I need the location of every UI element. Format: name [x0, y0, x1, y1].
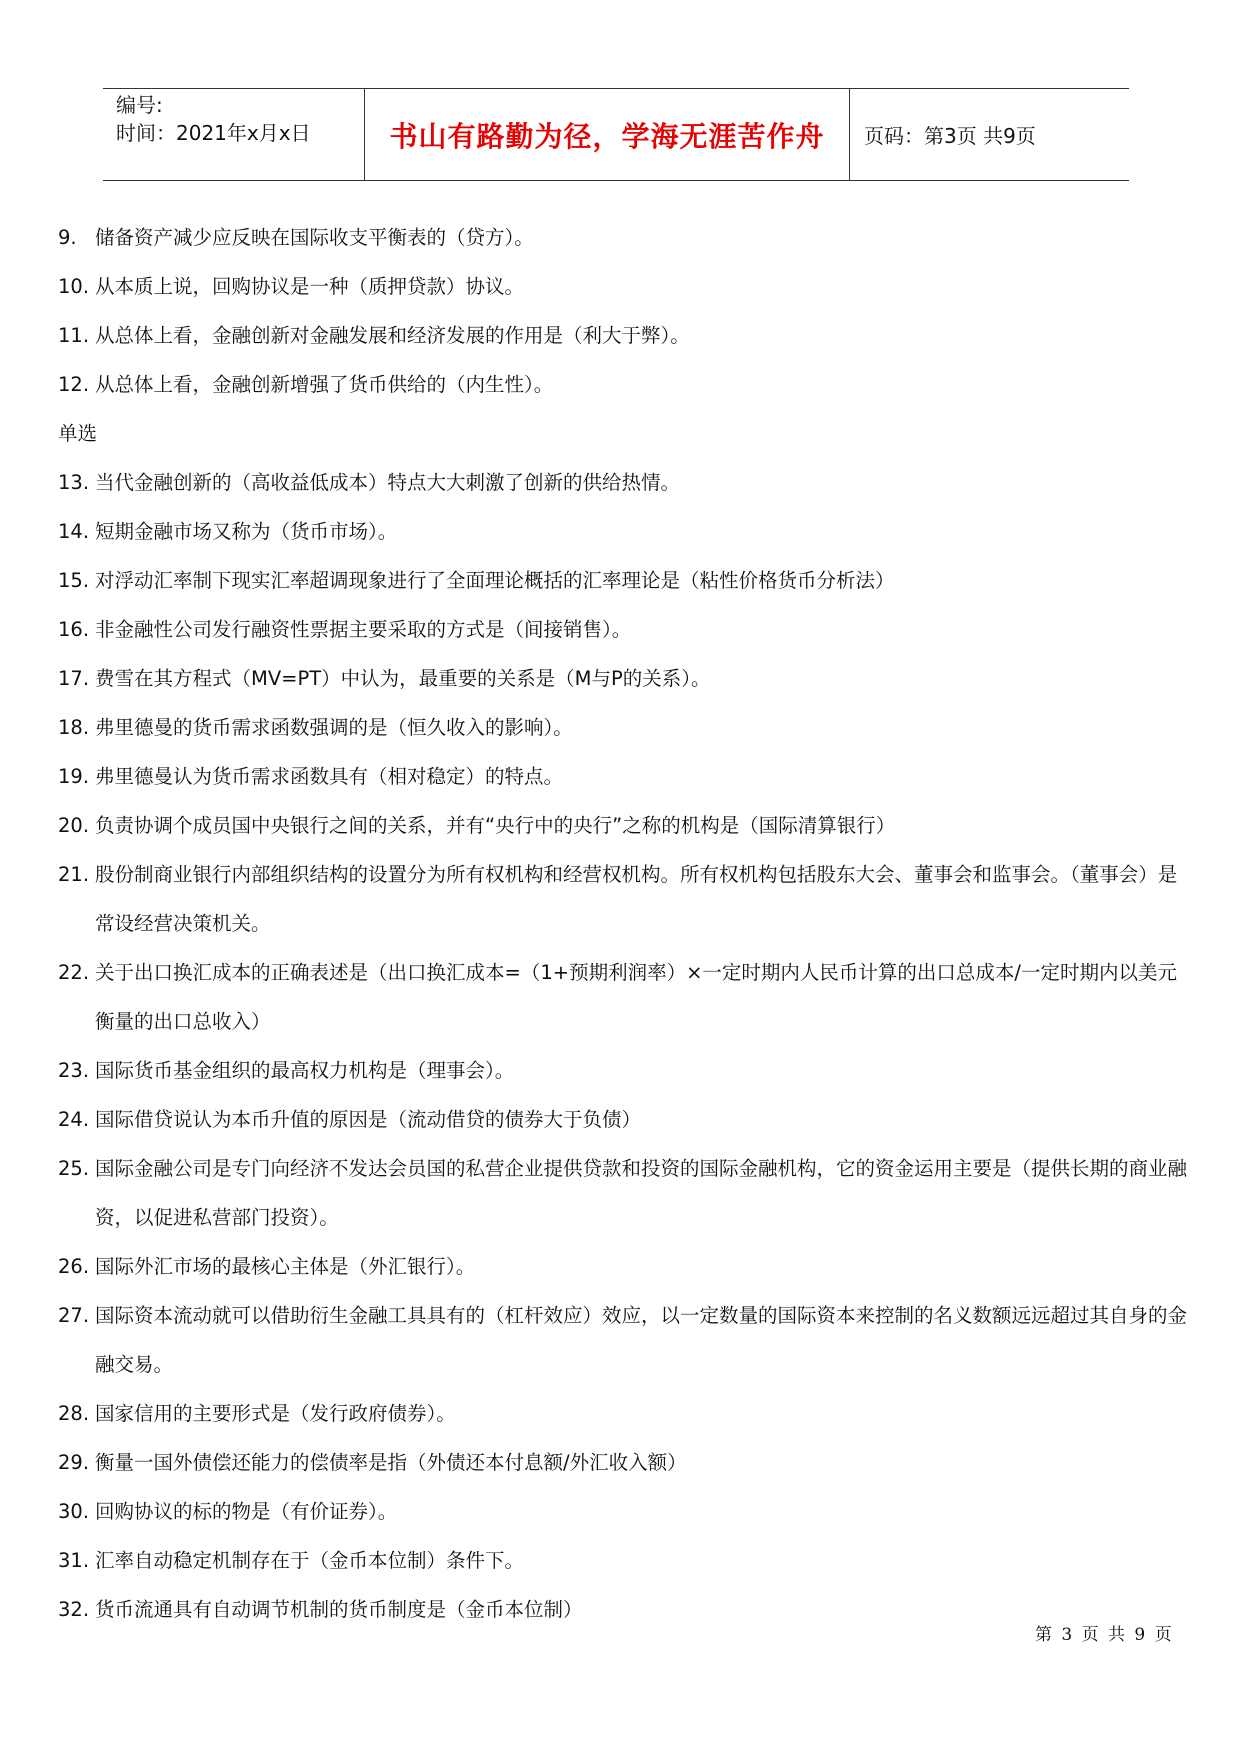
list-item: [58, 556, 1188, 605]
list-item: [58, 605, 1188, 654]
item-text: 国际货币基金组织的最高权力机构是（理事会）。: [95, 1059, 515, 1082]
item-number: 32.: [58, 1598, 90, 1621]
item-text: 弗里德曼认为货币需求函数具有（相对稳定）的特点。: [95, 765, 564, 788]
item-number: 13.: [58, 471, 90, 494]
item-text: 国际金融公司是专门向经济不发达会员国的私营企业提供贷款和投资的国际金融机构，它的资金运用主要是（提供长期的商业融资，以促进私营部门投资）。: [95, 1157, 1188, 1229]
item-number: 18.: [58, 716, 90, 739]
list-item: [58, 1585, 1188, 1634]
item-number: 16.: [58, 618, 90, 641]
item-number: 28.: [58, 1402, 90, 1425]
item-number: 11.: [58, 324, 90, 347]
item-text: 费雪在其方程式（MV=PT）中认为，最重要的关系是（M与P的关系）。: [95, 667, 711, 690]
header-page-cell: [850, 89, 1129, 180]
list-item: [58, 1144, 1188, 1242]
list-item: [58, 1291, 1188, 1389]
page-header: [103, 88, 1129, 181]
item-text: 储备资产减少应反映在国际收支平衡表的（贷方）。: [95, 226, 534, 249]
list-item: [58, 1046, 1188, 1095]
item-text: 从总体上看，金融创新对金融发展和经济发展的作用是（利大于弊）。: [95, 324, 690, 347]
item-text: 国际资本流动就可以借助衍生金融工具具有的（杠杆效应）效应，以一定数量的国际资本来控制的名义数额远远超过其自身的金融交易。: [95, 1304, 1188, 1376]
list-item: [58, 262, 1188, 311]
item-number: 17.: [58, 667, 90, 690]
item-text: 股份制商业银行内部组织结构的设置分为所有权机构和经营权机构。所有权机构包括股东大会、董事会和监事会。（董事会）是常设经营决策机关。: [95, 863, 1178, 935]
header-motto-cell: [365, 89, 850, 180]
section-title: 单选: [58, 422, 98, 445]
item-text: 负责协调个成员国中央银行之间的关系，并有“央行中的央行”之称的机构是（国际清算银行）: [95, 814, 896, 837]
item-text: 从总体上看，金融创新增强了货币供给的（内生性）。: [95, 373, 554, 396]
list-item: [58, 1487, 1188, 1536]
item-number: 26.: [58, 1255, 90, 1278]
list-item: [58, 752, 1188, 801]
item-text: 汇率自动稳定机制存在于（金币本位制）条件下。: [95, 1549, 525, 1572]
item-number: 25.: [58, 1157, 90, 1180]
list-item: [58, 1438, 1188, 1487]
item-text: 国家信用的主要形式是（发行政府债券）。: [95, 1402, 456, 1425]
time-label: 时间：2021年x月x日: [116, 121, 311, 145]
item-number: 12.: [58, 373, 90, 396]
item-text: 衡量一国外债偿还能力的偿债率是指（外债还本付息额/外汇收入额）: [95, 1451, 687, 1474]
item-text: 国际外汇市场的最核心主体是（外汇银行）。: [95, 1255, 476, 1278]
item-number: 9.: [58, 226, 77, 249]
list-item: [58, 1389, 1188, 1438]
list-item: [58, 801, 1188, 850]
header-meta-cell: [103, 89, 365, 180]
list-item: [58, 360, 1188, 409]
item-number: 30.: [58, 1500, 90, 1523]
item-text: 回购协议的标的物是（有价证券）。: [95, 1500, 398, 1523]
number-label: 编号:: [116, 93, 163, 117]
item-text: 国际借贷说认为本币升值的原因是（流动借贷的债券大于负债）: [95, 1108, 642, 1131]
item-number: 24.: [58, 1108, 90, 1131]
item-number: 19.: [58, 765, 90, 788]
item-text: 关于出口换汇成本的正确表述是（出口换汇成本=（1+预期利润率）×一定时期内人民币计算的出口总成本/一定时期内以美元衡量的出口总收入）: [95, 961, 1177, 1033]
list-item: [58, 1095, 1188, 1144]
item-number: 10.: [58, 275, 90, 298]
list-item: [58, 1242, 1188, 1291]
list-item: [58, 850, 1188, 948]
list-item: [58, 703, 1188, 752]
list-item: [58, 507, 1188, 556]
list-item: [58, 213, 1188, 262]
list-item: [58, 654, 1188, 703]
item-text: 货币流通具有自动调节机制的货币制度是（金币本位制）: [95, 1598, 583, 1621]
item-number: 27.: [58, 1304, 90, 1327]
page-info: 页码：第3页 共9页: [864, 124, 1036, 148]
motto-text: 书山有路勤为径，学海无涯苦作舟: [389, 119, 825, 153]
item-text: 从本质上说，回购协议是一种（质押贷款）协议。: [95, 275, 525, 298]
item-number: 29.: [58, 1451, 90, 1474]
document-body: [58, 213, 1188, 1634]
item-number: 31.: [58, 1549, 90, 1572]
item-text: 当代金融创新的（高收益低成本）特点大大刺激了创新的供给热情。: [95, 471, 681, 494]
list-item: [58, 948, 1188, 1046]
item-number: 20.: [58, 814, 90, 837]
list-item: [58, 311, 1188, 360]
list-item: [58, 458, 1188, 507]
item-number: 15.: [58, 569, 90, 592]
item-text: 短期金融市场又称为（货币市场）。: [95, 520, 398, 543]
item-number: 22.: [58, 961, 90, 984]
item-text: 对浮动汇率制下现实汇率超调现象进行了全面理论概括的汇率理论是（粘性价格货币分析法）: [95, 569, 895, 592]
page-footer: 第 3 页 共 9 页: [1035, 1625, 1174, 1645]
item-number: 14.: [58, 520, 90, 543]
item-number: 23.: [58, 1059, 90, 1082]
item-text: 弗里德曼的货币需求函数强调的是（恒久收入的影响）。: [95, 716, 573, 739]
item-text: 非金融性公司发行融资性票据主要采取的方式是（间接销售）。: [95, 618, 632, 641]
list-item: [58, 1536, 1188, 1585]
item-number: 21.: [58, 863, 90, 886]
